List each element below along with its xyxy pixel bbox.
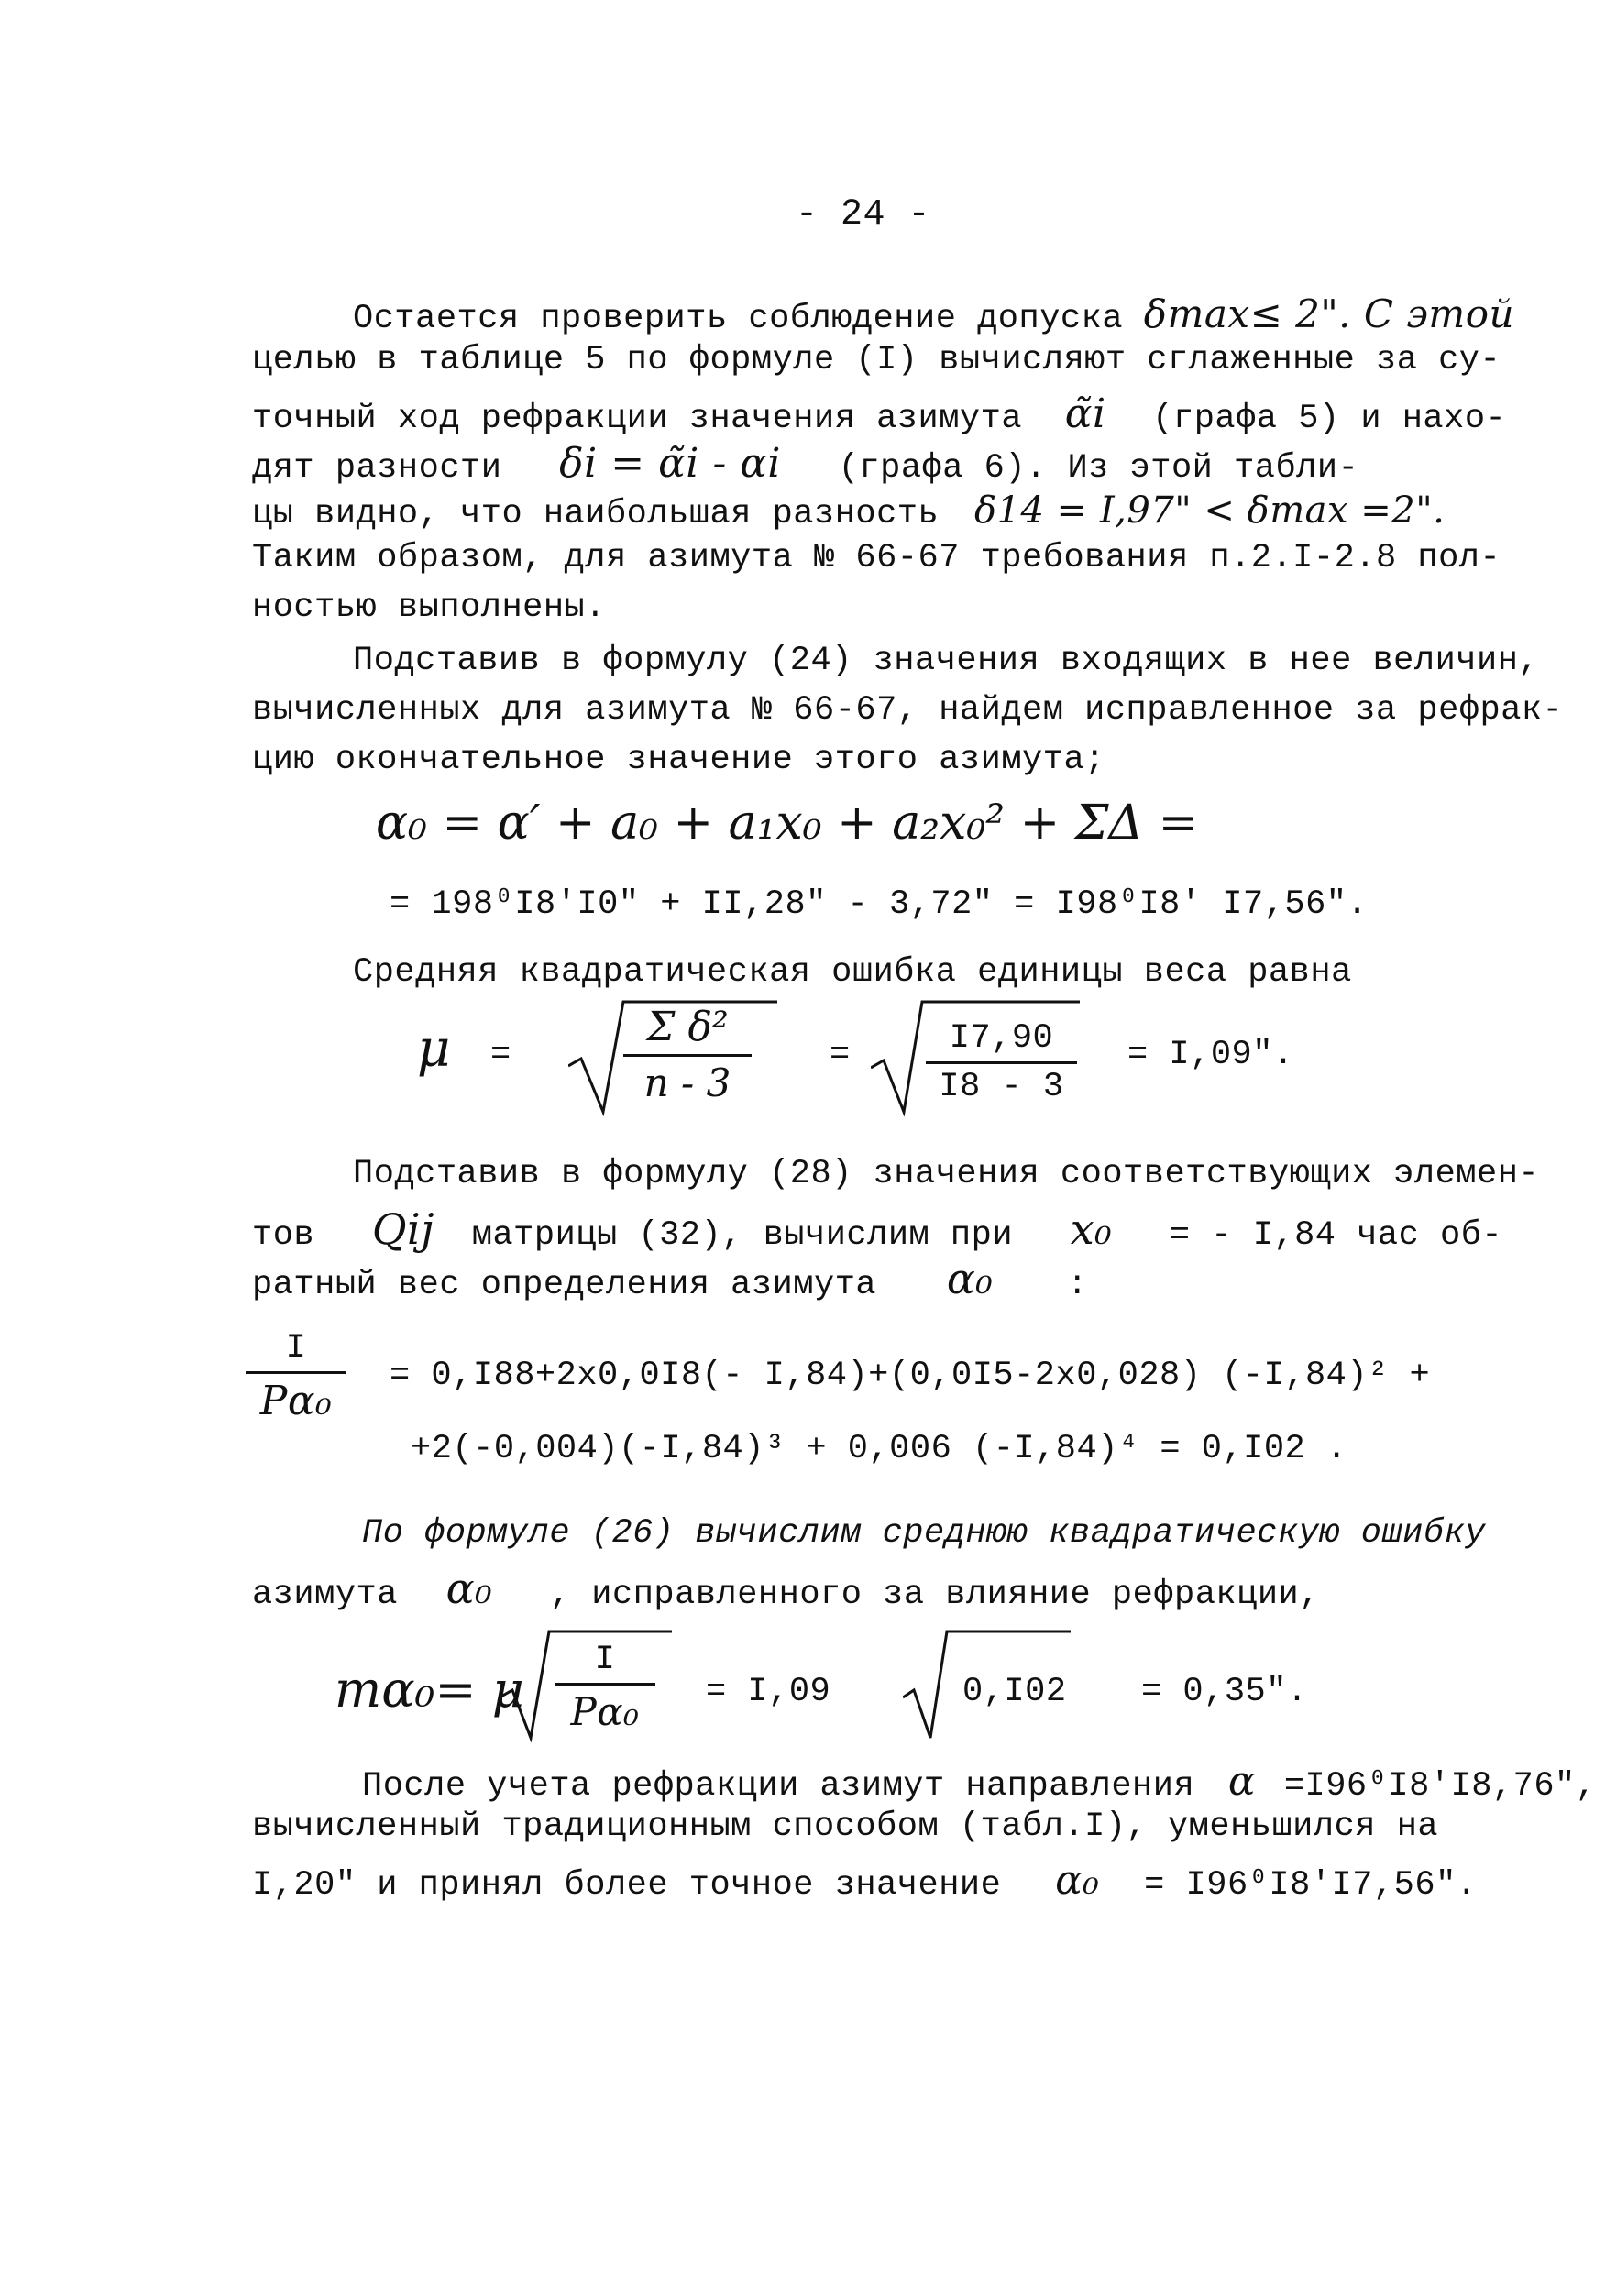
para4-line3-text: ратный вес определения азимута	[252, 1266, 877, 1304]
azimuth-equation: α₀ = α′ + a₀ + a₁x₀ + a₂x₀² + ΣΔ =	[376, 796, 1199, 851]
m-alpha0-symbol: mα₀= μ	[335, 1661, 524, 1719]
m-fraction-bar	[555, 1683, 655, 1686]
mu-equals-2: =	[830, 1036, 851, 1074]
para1-line5	[252, 489, 1445, 533]
para6-line3-tail: = I96⁰I8′I7,56".	[1144, 1866, 1478, 1905]
para6-line2: вычисленный традиционным способом (табл.I), уменьшился на	[252, 1807, 1439, 1846]
para4-line3	[252, 1254, 1088, 1304]
fraction1-numerator: Σ δ²	[646, 1004, 729, 1050]
m-fraction-denominator: Pα₀	[570, 1689, 640, 1734]
fraction1-denominator: n - 3	[643, 1060, 731, 1105]
para4-line2-text: тов	[252, 1216, 315, 1255]
para2-line2: вычисленных для азимута № 66-67, найдем исправленное за рефрак-	[252, 691, 1564, 730]
para2-line1: Подставив в формулу (24) значения входящих в нее величин,	[353, 642, 1540, 680]
mu-symbol: μ	[417, 1019, 451, 1079]
q-ij-symbol: Qij	[371, 1204, 435, 1254]
alpha-symbol: α	[1227, 1758, 1257, 1805]
alpha0-symbol-2: α₀	[445, 1564, 493, 1613]
para2-line3: цию окончательное значение этого азимута;	[252, 741, 1105, 779]
para1-line1	[353, 291, 1514, 338]
para6-line1-tail: =I96⁰I8′I8,76",	[1283, 1767, 1597, 1806]
para5-line2-tail: , исправленного за влияние рефракции,	[549, 1576, 1320, 1614]
alpha0-symbol: α₀	[946, 1254, 994, 1303]
para4-line2-mid: матрицы (32), вычислим при	[471, 1216, 1014, 1255]
para6-line1-text: После учета рефракции азимут направления	[362, 1767, 1195, 1806]
alpha-smoothed-symbol: α̃i	[1064, 390, 1106, 437]
para1-line4	[252, 440, 1358, 488]
fraction2-numerator: I7,90	[949, 1019, 1054, 1058]
fraction1-bar	[623, 1054, 752, 1057]
para1-line3	[252, 390, 1506, 438]
page-number: - 24 -	[796, 194, 931, 236]
para3-line1: Средняя квадратическая ошибка единицы веса равна	[353, 953, 1352, 992]
radical-value: 0,I02	[962, 1673, 1067, 1711]
para1-line7: ностью выполнены.	[252, 588, 606, 627]
fraction2-bar	[926, 1061, 1077, 1064]
para5-line2-text: азимута	[252, 1576, 398, 1614]
para5-line2	[252, 1564, 1320, 1614]
m-fraction	[555, 1641, 655, 1734]
weight-equation-line1: = 0,I88+2x0,0I8(- I,84)+(0,0I5-2x0,028) (-I,84)² +	[390, 1357, 1431, 1395]
para6-line1	[362, 1758, 1596, 1806]
weight-equation-line2: +2(-0,004)(-I,84)³ + 0,006 (-I,84)⁴ = 0,I02 .	[411, 1430, 1347, 1468]
x0-symbol: x₀	[1070, 1204, 1113, 1254]
delta-max-symbol: δmax≤ 2". С этой	[1143, 291, 1515, 336]
azimuth-result: = 198⁰I8′I0" + II,28" - 3,72" = I98⁰I8′ I7,56".	[390, 885, 1369, 924]
fraction-numeric	[926, 1019, 1077, 1106]
para1-line5-text: цы видно, что наибольшая разность	[252, 495, 940, 533]
para4-line2	[252, 1204, 1502, 1255]
para4-line2-tail: = - I,84 час об-	[1169, 1216, 1503, 1255]
fraction2-denominator: I8 - 3	[939, 1068, 1064, 1106]
alpha0-symbol-3: α₀	[1055, 1857, 1100, 1904]
para6-line3-text: I,20" и принял более точное значение	[252, 1866, 1002, 1905]
inverse-weight-denominator: Pα₀	[259, 1378, 333, 1424]
m-result: = 0,35".	[1141, 1673, 1308, 1711]
delta14-formula: δ14 = I,97" < δmax =2".	[973, 489, 1446, 532]
para1-line3-text: точный ход рефракции значения азимута	[252, 400, 1023, 438]
inverse-weight-fraction	[246, 1329, 346, 1424]
para1-line2: целью в таблице 5 по формуле (I) вычисляют сглаженные за су-	[252, 341, 1501, 379]
mu-result: = I,09".	[1127, 1036, 1294, 1074]
m-mid-value: = I,09	[706, 1673, 831, 1711]
para1-line1-text: Остается проверить соблюдение допуска	[353, 300, 1124, 338]
para4-line3-colon: :	[1067, 1266, 1088, 1304]
fraction-sum-delta	[623, 1004, 752, 1105]
para4-line1: Подставив в формулу (28) значения соответствующих элемен-	[353, 1155, 1540, 1193]
para1-line6: Таким образом, для азимута № 66-67 требования п.2.I-2.8 пол-	[252, 539, 1501, 577]
inverse-weight-bar	[246, 1371, 346, 1374]
inverse-weight-numerator: I	[285, 1329, 307, 1368]
delta-i-formula: δi = α̃i - αi	[559, 440, 781, 487]
para1-line4-text: дят разности	[252, 449, 502, 488]
para6-line3	[252, 1857, 1477, 1905]
para1-line3-tail: (графа 5) и нахо-	[1152, 400, 1507, 438]
m-fraction-numerator: I	[594, 1641, 616, 1679]
mu-equals: =	[490, 1036, 511, 1074]
para1-line4-tail: (графа 6). Из этой табли-	[838, 449, 1359, 488]
para5-line1: По формуле (26) вычислим среднюю квадратическую ошибку	[362, 1514, 1486, 1553]
